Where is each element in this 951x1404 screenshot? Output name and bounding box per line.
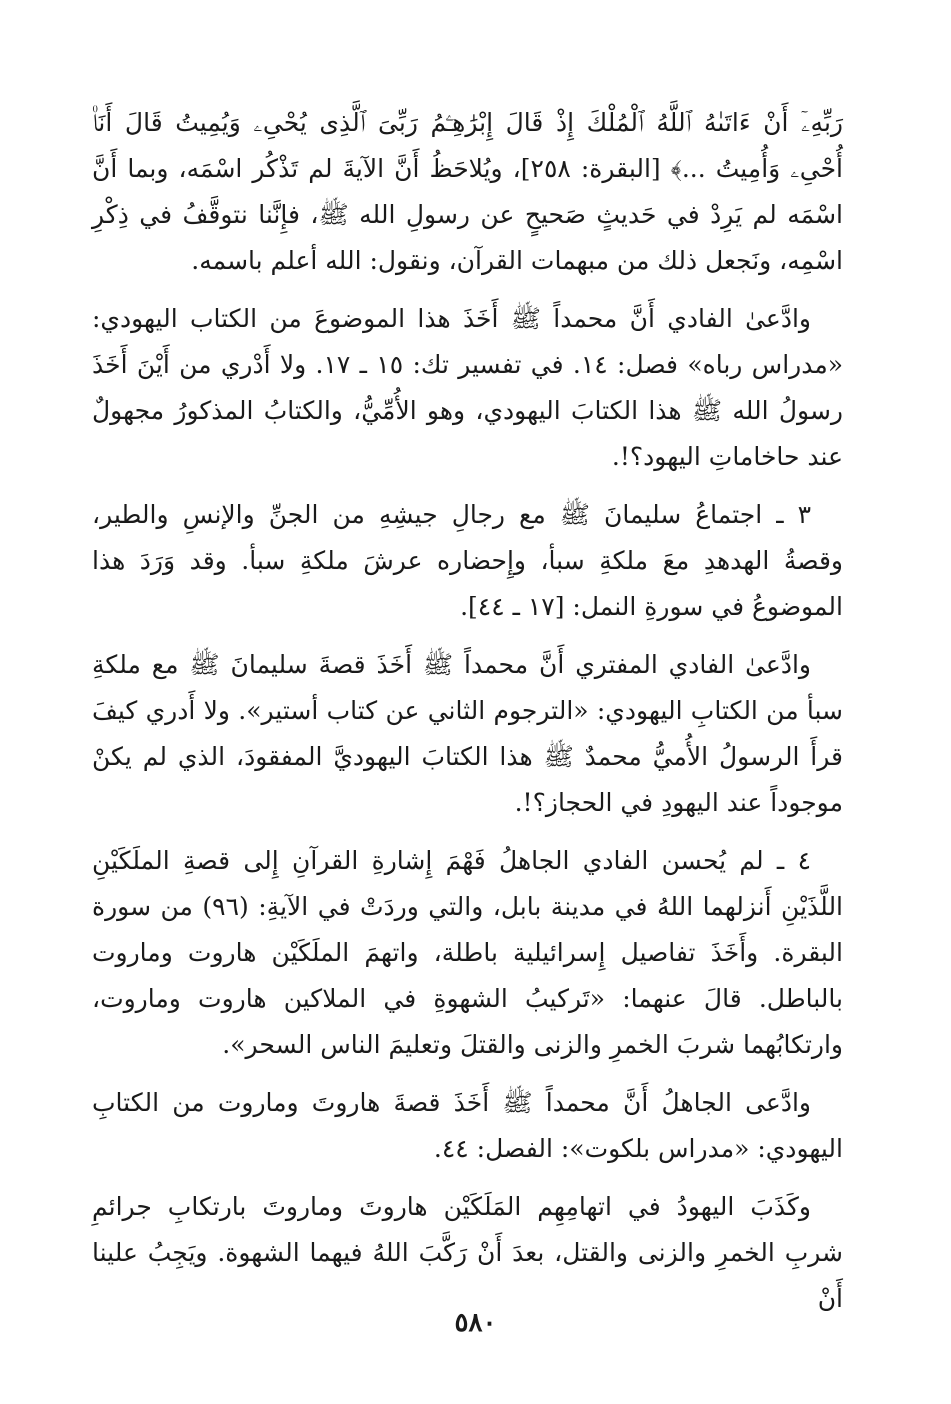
page-body: [92, 100, 843, 1334]
paragraph-sheba-claim: وادَّعىٰ الفادي المفتري أَنَّ محمداً ﷺ أَخَذَ قصةَ سليمانَ ﷺ مع ملكةِ سبأ من الكتابِ اليهودي: «الترجوم الثاني عن كتاب أستير». ولا أَدري كيفَ قرأَ الرسولُ الأُميُّ محمدٌ ﷺ هذا الكتابَ اليهوديَّ المفقودَ، الذي لم يكنْ موجوداً عند اليهودِ في الحجاز؟!.: [92, 650, 843, 817]
paragraph-madras-rabah: وادَّعىٰ الفادي أَنَّ محمداً ﷺ أَخَذَ هذا الموضوعَ من الكتاب اليهودي: «مدراس رباه» فصل: ١٤. في تفسير تك: ١٥ ـ ١٧. ولا أَدْري من أَيْنَ أَخَذَ رسولُ الله ﷺ هذا الكتابَ اليهودي، وهو الأُمِّيُّ، والكتابُ المذكورُ مجهولٌ عند حاخاماتِ اليهود؟!.: [92, 304, 844, 471]
paragraph-madras-balkut: وادَّعى الجاهلُ أَنَّ محمداً ﷺ أَخَذَ قصةَ هاروتَ وماروت من الكتابِ اليهودي: «مدراس بلكوت»: الفصل: ٤٤.: [92, 1088, 843, 1163]
paragraph-sulayman-gathering: ٣ ـ اجتماعُ سليمانَ ﷺ مع رجالِ جيشِهِ من الجنِّ والإنسِ والطير، وقصةُ الهدهدِ معَ ملكةِ سبأ، وإِحضاره عرشَ ملكةِ سبأ. وقد وَرَدَ هذا الموضوعُ في سورةِ النمل: [١٧ ـ ٤٤].: [92, 500, 843, 621]
page-number: ٥٨٠: [454, 1308, 497, 1338]
paragraph-harut-marut: ٤ ـ لم يُحسن الفادي الجاهلُ فَهْمَ إِشارةِ القرآنِ إِلى قصةِ الملَكَيْنِ اللَّذَيْنِ أَنزلهما اللهُ في مدينة بابل، والتي وردَتْ في الآيةِ: (٩٦) من سورة البقرة. وأَخَذَ تفاصيل إِسرائيلية باطلة، واتهمَ الملَكَيْن هاروت وماروت بالباطل. قالَ عنهما: «تَركيبُ الشهوةِ في الملاكين هاروت وماروت، وارتكابُهما شربَ الخمرِ والزنى والقتلَ وتعليمَ الناس السحر».: [92, 846, 844, 1059]
paragraph-jews-lied: وكَذَبَ اليهودُ في اتهامِهِم المَلَكَيْن هاروتَ وماروتَ بارتكابِ جرائمِ شربِ الخمرِ والزنى والقتل، بعدَ أَنْ رَكَّبَ اللهُ فيهما الشهوة. ويَجِبُ علينا أَنْ: [92, 1192, 843, 1313]
paragraph-quran-continuation: رَبِّهِۦٓ أَنْ ءَاتَىٰهُ ٱللَّهُ ٱلْمُلْكَ إِذْ قَالَ إِبْرَٰهِـۧمُ رَبِّىَ ٱلَّذِى يُحْىِۦ وَيُمِيتُ قَالَ أَنَا۠ أُحْىِۦ وَأُمِيتُ ...﴾ [البقرة: ٢٥٨]، ويُلاحَظُ أَنَّ الآيةَ لم تَذْكُر اسْمَه، وبما أَنَّ اسْمَه لم يَرِدْ في حَديثٍ صَحيحٍ عن رسولِ الله ﷺ، فإِنَّنا نتوقَّفُ في ذِكْرِ اسْمِه، ونَجعل ذلك من مبهمات القرآن، ونقول: الله أعلم باسمه.: [92, 108, 844, 275]
